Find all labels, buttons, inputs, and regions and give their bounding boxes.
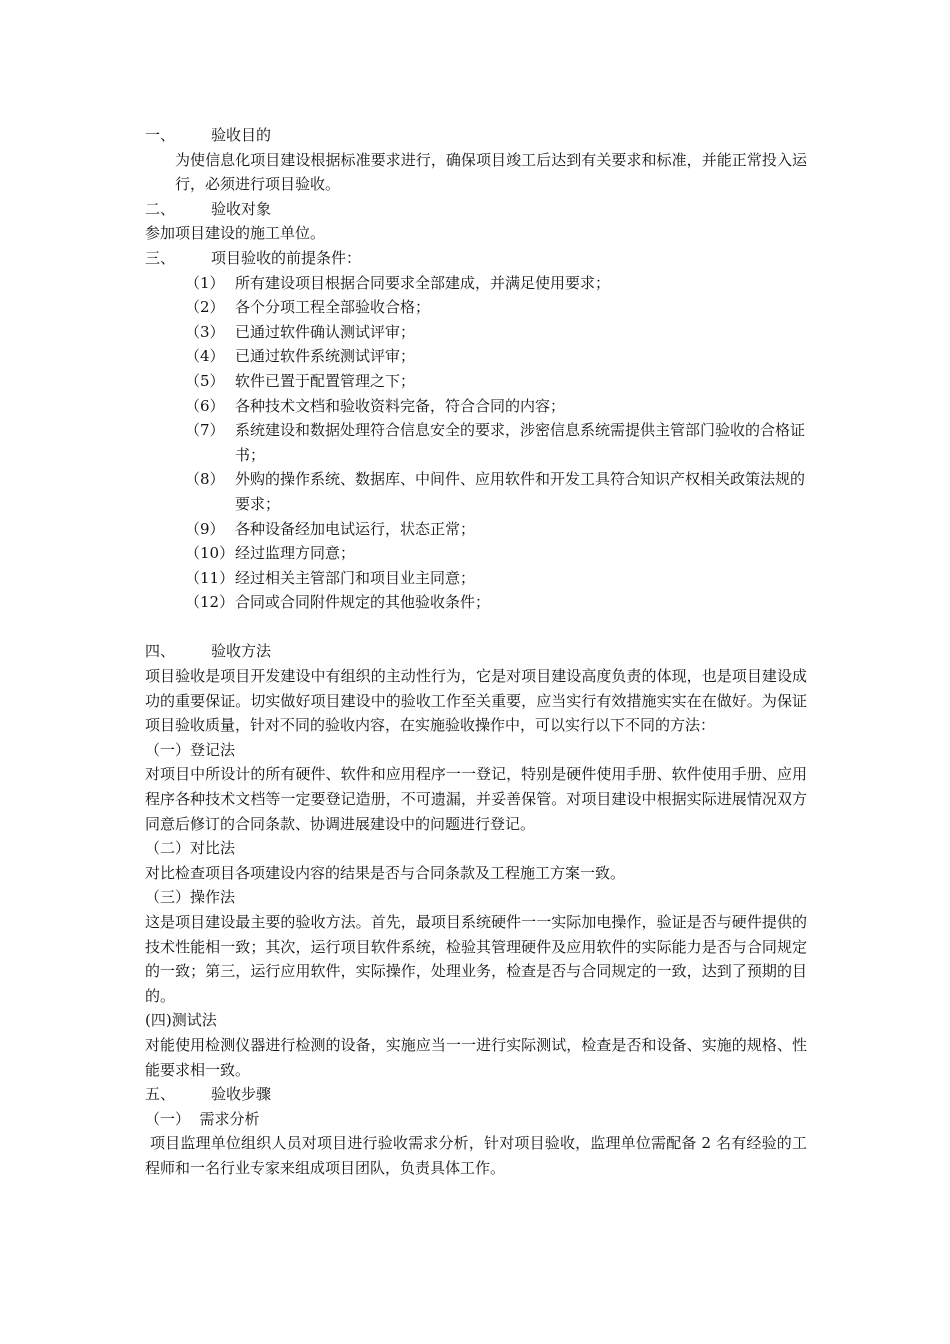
item-text: 各种技术文档和验收资料完备，符合合同的内容； — [235, 396, 566, 415]
item-number: （2） — [185, 298, 225, 317]
method-paragraph-comparison: 对比检查项目各项建设内容的结果是否与合同条款及工程施工方案一致。 — [145, 863, 626, 882]
section-number: 三、 — [145, 248, 176, 267]
method-title-operation: （三）操作法 — [145, 888, 236, 907]
list-item — [145, 369, 807, 394]
section-heading-3 — [145, 246, 807, 271]
section-number: 四、 — [145, 642, 176, 661]
list-item — [145, 541, 807, 566]
list-item — [145, 590, 807, 615]
section-title: 项目验收的前提条件： — [211, 248, 362, 267]
list-item — [145, 295, 807, 320]
step-paragraph-requirements: 项目监理单位组织人员对项目进行验收需求分析，针对项目验收，监理单位需配备 2 名有经验的工程师和一名行业专家来组成项目团队，负责具体工作。 — [145, 1134, 807, 1177]
paragraph-methods: 项目验收是项目开发建设中有组织的主动性行为，它是对项目建设高度负责的体现，也是项目建设成功的重要保证。切实做好项目建设中的验收工作至关重要，应当实行有效措施实实在在做好。为保证项目验收质量，针对不同的验收内容，在实施验收操作中，可以实行以下不同的方法： — [145, 667, 807, 735]
paragraph-object: 参加项目建设的施工单位。 — [145, 224, 326, 243]
section-number: 一、 — [145, 126, 176, 144]
method-title-comparison: （二）对比法 — [145, 839, 236, 858]
section-title: 验收目的 — [211, 126, 272, 144]
item-number: （3） — [185, 322, 225, 341]
item-text: 已通过软件确认测试评审； — [235, 322, 416, 341]
section-heading-5 — [145, 1082, 807, 1107]
section-heading-1 — [145, 123, 807, 148]
item-number: （7） — [185, 421, 225, 440]
item-number: （11） — [185, 568, 235, 587]
item-number: （1） — [185, 273, 225, 292]
item-number: （6） — [185, 396, 225, 415]
list-item — [145, 418, 807, 467]
item-text: 外购的操作系统、数据库、中间件、应用软件和开发工具符合知识产权相关政策法规的要求； — [235, 470, 806, 513]
method-paragraph-testing: 对能使用检测仪器进行检测的设备，实施应当一一进行实际测试，检查是否和设备、实施的规格、性能要求相一致。 — [145, 1035, 807, 1079]
item-number: （12） — [185, 593, 235, 612]
item-number: （5） — [185, 371, 225, 390]
item-text: 软件已置于配置管理之下； — [235, 371, 416, 390]
list-item — [145, 320, 807, 345]
item-text: 系统建设和数据处理符合信息安全的要求，涉密信息系统需提供主管部门验收的合格证书； — [235, 421, 806, 464]
item-number: （8） — [185, 470, 225, 489]
item-text: 各个分项工程全部验收合格； — [235, 298, 431, 317]
method-title-registration: （一）登记法 — [145, 740, 236, 759]
section-title: 验收方法 — [211, 642, 272, 661]
section-title: 验收对象 — [211, 199, 272, 218]
list-item — [145, 344, 807, 369]
section-number: 二、 — [145, 199, 176, 218]
list-item — [145, 566, 807, 591]
paragraph-purpose: 为使信息化项目建设根据标准要求进行，确保项目竣工后达到有关要求和标准，并能正常投入运行，必须进行项目验收。 — [175, 150, 807, 194]
section-title: 验收步骤 — [211, 1085, 272, 1104]
list-item — [145, 517, 807, 542]
list-item — [145, 394, 807, 419]
item-text: 所有建设项目根据合同要求全部建成，并满足使用要求； — [235, 273, 611, 292]
step-title-requirements: （一） 需求分析 — [145, 1109, 260, 1128]
item-number: （9） — [185, 519, 225, 538]
item-number: （4） — [185, 347, 225, 366]
section-heading-4 — [145, 639, 807, 664]
item-text: 各种设备经加电试运行，状态正常； — [235, 519, 476, 538]
item-text: 经过相关主管部门和项目业主同意； — [235, 568, 476, 587]
method-title-testing: (四)测试法 — [145, 1011, 217, 1030]
item-text: 经过监理方同意； — [235, 544, 356, 563]
section-heading-2 — [145, 197, 807, 222]
item-number: （10） — [185, 544, 235, 563]
document-body — [145, 123, 807, 1181]
method-paragraph-operation: 这是项目建设最主要的验收方法。首先，最项目系统硬件一一实际加电操作，验证是否与硬件提供的技术性能相一致；其次，运行项目软件系统，检验其管理硬件及应用软件的实际能力是否与合同规定的一致；第三，运行应用软件，实际操作，处理业务，检查是否与合同规定的一致，达到了预期的目的。 — [145, 913, 807, 1005]
list-item — [145, 271, 807, 296]
spacer — [145, 615, 807, 640]
section-number: 五、 — [145, 1085, 176, 1104]
method-paragraph-registration: 对项目中所设计的所有硬件、软件和应用程序一一登记，特别是硬件使用手册、软件使用手册、应用程序各种技术文档等一定要登记造册，不可遗漏，并妥善保管。对项目建设中根据实际进展情况双方同意后修订的合同条款、协调进展建设中的问题进行登记。 — [145, 765, 807, 833]
item-text: 合同或合同附件规定的其他验收条件； — [235, 593, 491, 612]
item-text: 已通过软件系统测试评审； — [235, 347, 416, 366]
list-item — [145, 467, 807, 516]
